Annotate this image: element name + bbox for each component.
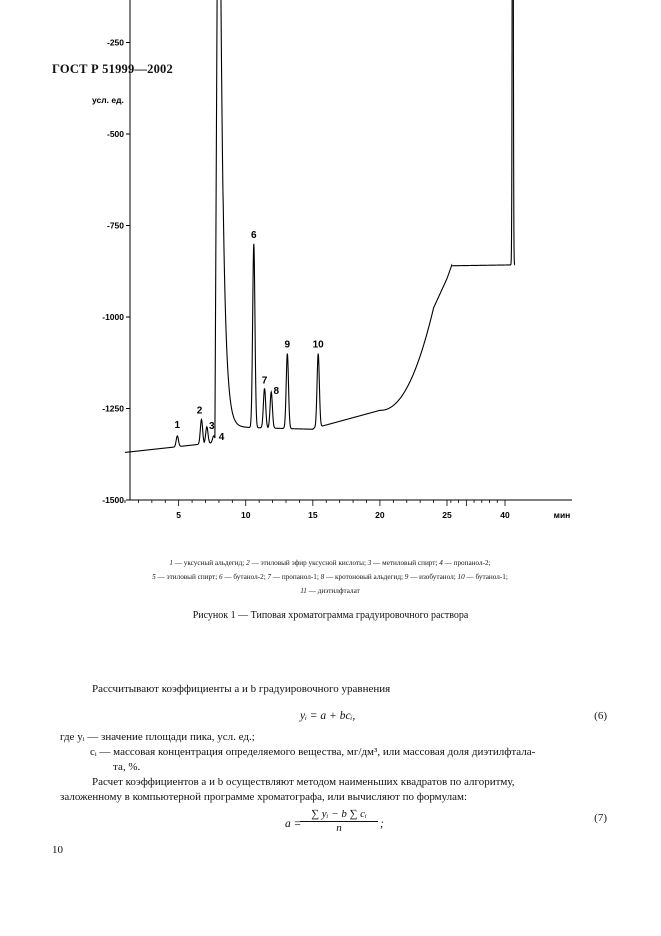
paragraph-method-line2: заложенному в компьютерной программе хроматографа, или вычисляют по формулам: xyxy=(60,791,468,803)
paragraph-coefficients: Рассчитывают коэффициенты a и b градуировочного уравнения xyxy=(92,683,391,695)
peak-label-6: 6 xyxy=(251,229,257,241)
legend-line-1: 1 — уксусный альдегид; 2 — этиловый эфир уксусной кислоты; 3 — метиловый спирт; 4 — пропанол-2; xyxy=(169,559,491,567)
peak-label-3: 3 xyxy=(209,420,215,432)
y-tick-label: -250 xyxy=(106,37,124,48)
x-tick-label: мин xyxy=(553,510,571,520)
legend-line-3: 11 — диэтилфталат xyxy=(300,587,360,595)
peak-label-10: 10 xyxy=(312,339,324,351)
x-tick-label: 15 xyxy=(308,510,318,520)
where-c-line1: cᵢ — массовая концентрация определяемого вещества, мг/дм³, или массовая доля диэтилфтала- xyxy=(90,746,536,758)
equation-7-fraction xyxy=(300,808,378,834)
equation-7-lhs: a = xyxy=(285,818,302,830)
x-tick-label: 10 xyxy=(241,510,251,520)
where-c-line2: та, %. xyxy=(113,761,141,773)
y-ticks xyxy=(102,0,130,505)
chart-axes xyxy=(130,0,572,500)
peak-label-2: 2 xyxy=(196,405,203,417)
where-y: где yᵢ — значение площади пика, усл. ед.; xyxy=(60,731,255,743)
y-axis-label: усл. ед. xyxy=(92,95,124,105)
y-tick-label: -500 xyxy=(106,129,124,139)
page-number: 10 xyxy=(52,844,63,856)
equation-7-numerator: ∑ yᵢ − b ∑ cᵢ xyxy=(300,808,378,822)
x-tick-label: 5 xyxy=(176,510,182,520)
document-header: ГОСТ Р 51999—2002 xyxy=(52,62,173,76)
y-tick-label: -750 xyxy=(106,220,124,231)
x-tick-label: 25 xyxy=(442,510,452,520)
y-tick-label: -1000 xyxy=(102,312,124,322)
peak-label-8: 8 xyxy=(273,386,280,398)
equation-7-denominator: n xyxy=(336,822,342,834)
equation-6-number: (6) xyxy=(594,710,607,722)
peak-label-1: 1 xyxy=(174,419,181,431)
chromatogram-trace xyxy=(125,0,515,452)
equation-7-tail: ; xyxy=(380,818,384,830)
figure-caption: Рисунок 1 — Типовая хроматограмма градуировочного раствора xyxy=(192,610,469,621)
legend-line-2: 5 — этиловый спирт; 6 — бутанол-2; 7 — пропанол-1; 8 — кротоновый альдегид; 9 — изобутанол; 10 — бутанол-1; xyxy=(152,573,508,581)
equation-7-number: (7) xyxy=(594,812,607,824)
x-tick-label: 20 xyxy=(375,510,385,520)
peak-label-4: 4 xyxy=(218,431,225,443)
y-tick-label: -1250 xyxy=(102,403,124,414)
x-tick-label: 40 xyxy=(500,510,510,520)
y-tick-label: -1500 xyxy=(102,495,124,505)
peak-label-9: 9 xyxy=(284,339,291,351)
figure-legend xyxy=(60,556,600,598)
peak-labels xyxy=(175,0,509,443)
paragraph-method-line1: Расчет коэффициентов a и b осуществляют методом наименьших квадратов по алгоритму, xyxy=(92,776,515,788)
peak-label-7: 7 xyxy=(261,375,268,387)
x-ticks xyxy=(125,500,570,520)
equation-6: yᵢ = a + bcᵢ, xyxy=(300,710,356,722)
